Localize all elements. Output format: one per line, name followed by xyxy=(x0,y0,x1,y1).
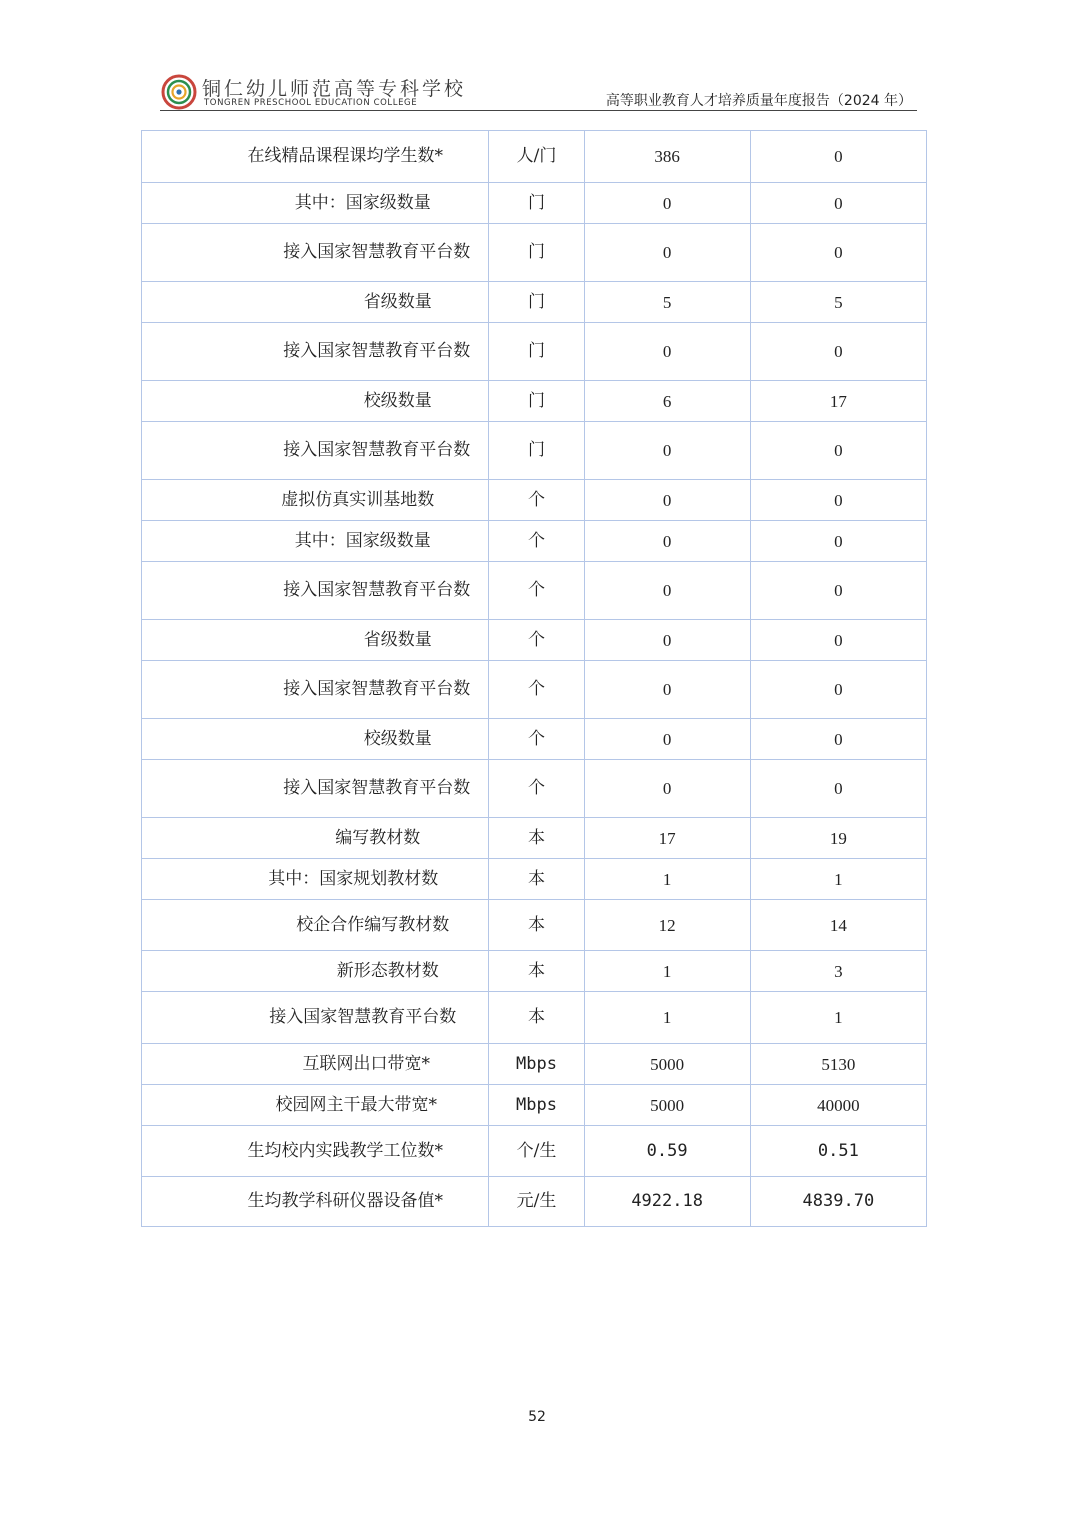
row-value-1: 0 xyxy=(584,562,750,620)
table-row xyxy=(142,951,927,992)
table-row xyxy=(142,620,927,661)
row-unit: 本 xyxy=(489,859,584,900)
row-label: 校级数量 xyxy=(142,381,489,422)
row-unit: 门 xyxy=(489,282,584,323)
row-value-2: 5130 xyxy=(750,1044,926,1085)
table-row xyxy=(142,480,927,521)
table-row xyxy=(142,661,927,719)
row-value-1: 0 xyxy=(584,183,750,224)
row-value-2: 0 xyxy=(750,224,926,282)
row-value-1: 0 xyxy=(584,480,750,521)
row-value-2: 1 xyxy=(750,859,926,900)
row-label: 校级数量 xyxy=(142,719,489,760)
row-unit: 个 xyxy=(489,719,584,760)
row-value-2: 0 xyxy=(750,422,926,480)
table-row xyxy=(142,521,927,562)
table-row xyxy=(142,859,927,900)
row-value-2: 0 xyxy=(750,760,926,818)
row-label: 互联网出口带宽* xyxy=(142,1044,489,1085)
row-unit: 门 xyxy=(489,224,584,282)
row-label: 其中：国家级数量 xyxy=(142,183,489,224)
row-value-2: 0.51 xyxy=(750,1126,926,1177)
row-label: 接入国家智慧教育平台数 xyxy=(142,661,489,719)
row-value-1: 0.59 xyxy=(584,1126,750,1177)
row-unit: 个 xyxy=(489,661,584,719)
row-value-1: 1 xyxy=(584,951,750,992)
row-label: 省级数量 xyxy=(142,620,489,661)
table-row xyxy=(142,131,927,183)
row-unit: Mbps xyxy=(489,1044,584,1085)
school-name-cn: 铜仁幼儿师范高等专科学校 xyxy=(202,78,467,100)
row-label: 生均校内实践教学工位数* xyxy=(142,1126,489,1177)
row-value-2: 0 xyxy=(750,323,926,381)
row-value-2: 4839.70 xyxy=(750,1177,926,1227)
row-value-1: 0 xyxy=(584,661,750,719)
row-value-1: 1 xyxy=(584,992,750,1044)
row-value-1: 0 xyxy=(584,760,750,818)
row-unit: 个 xyxy=(489,480,584,521)
row-value-1: 0 xyxy=(584,422,750,480)
row-label: 虚拟仿真实训基地数 xyxy=(142,480,489,521)
row-label: 省级数量 xyxy=(142,282,489,323)
row-unit: 门 xyxy=(489,183,584,224)
row-label: 校园网主干最大带宽* xyxy=(142,1085,489,1126)
row-unit: 门 xyxy=(489,323,584,381)
row-value-2: 14 xyxy=(750,900,926,951)
row-value-1: 0 xyxy=(584,224,750,282)
page-header xyxy=(160,72,918,112)
row-value-2: 0 xyxy=(750,521,926,562)
row-value-1: 0 xyxy=(584,719,750,760)
school-name-en: TONGREN PRESCHOOL EDUCATION COLLEGE xyxy=(204,98,418,108)
table-row xyxy=(142,992,927,1044)
row-value-2: 0 xyxy=(750,719,926,760)
row-value-1: 5000 xyxy=(584,1085,750,1126)
row-value-1: 1 xyxy=(584,859,750,900)
row-value-1: 0 xyxy=(584,323,750,381)
row-value-1: 17 xyxy=(584,818,750,859)
row-value-1: 4922.18 xyxy=(584,1177,750,1227)
table-row xyxy=(142,562,927,620)
row-label: 在线精品课程课均学生数* xyxy=(142,131,489,183)
row-label: 接入国家智慧教育平台数 xyxy=(142,562,489,620)
row-unit: 人/门 xyxy=(489,131,584,183)
row-value-2: 0 xyxy=(750,620,926,661)
row-label: 接入国家智慧教育平台数 xyxy=(142,323,489,381)
row-label: 其中：国家级数量 xyxy=(142,521,489,562)
row-value-2: 0 xyxy=(750,480,926,521)
row-label: 接入国家智慧教育平台数 xyxy=(142,992,489,1044)
row-value-1: 12 xyxy=(584,900,750,951)
row-label: 新形态教材数 xyxy=(142,951,489,992)
row-value-1: 0 xyxy=(584,620,750,661)
statistics-table xyxy=(141,130,927,1227)
row-value-2: 3 xyxy=(750,951,926,992)
row-unit: 个 xyxy=(489,562,584,620)
row-unit: 本 xyxy=(489,900,584,951)
row-unit: Mbps xyxy=(489,1085,584,1126)
row-value-2: 17 xyxy=(750,381,926,422)
table-row xyxy=(142,1085,927,1126)
row-value-2: 1 xyxy=(750,992,926,1044)
row-unit: 个 xyxy=(489,620,584,661)
row-unit: 本 xyxy=(489,992,584,1044)
row-label: 接入国家智慧教育平台数 xyxy=(142,422,489,480)
table-row xyxy=(142,183,927,224)
row-unit: 本 xyxy=(489,818,584,859)
report-title: 高等职业教育人才培养质量年度报告（2024 年） xyxy=(605,93,912,109)
row-unit: 门 xyxy=(489,422,584,480)
row-value-2: 0 xyxy=(750,562,926,620)
table-row xyxy=(142,760,927,818)
row-value-1: 6 xyxy=(584,381,750,422)
row-label: 校企合作编写教材数 xyxy=(142,900,489,951)
row-unit: 个 xyxy=(489,760,584,818)
row-unit: 个/生 xyxy=(489,1126,584,1177)
row-unit: 本 xyxy=(489,951,584,992)
table-row xyxy=(142,381,927,422)
page-number: 52 xyxy=(528,1409,546,1425)
row-value-2: 0 xyxy=(750,183,926,224)
row-label: 接入国家智慧教育平台数 xyxy=(142,760,489,818)
table-row xyxy=(142,282,927,323)
header-divider xyxy=(160,110,917,111)
table-row xyxy=(142,1177,927,1227)
row-value-2: 19 xyxy=(750,818,926,859)
table-row xyxy=(142,1044,927,1085)
table-row xyxy=(142,900,927,951)
row-value-1: 5000 xyxy=(584,1044,750,1085)
row-unit: 个 xyxy=(489,521,584,562)
row-label: 接入国家智慧教育平台数 xyxy=(142,224,489,282)
table-row xyxy=(142,719,927,760)
table-row xyxy=(142,422,927,480)
row-label: 编写教材数 xyxy=(142,818,489,859)
row-unit: 门 xyxy=(489,381,584,422)
row-value-2: 0 xyxy=(750,661,926,719)
table-row xyxy=(142,224,927,282)
row-label: 其中：国家规划教材数 xyxy=(142,859,489,900)
row-unit: 元/生 xyxy=(489,1177,584,1227)
row-value-1: 0 xyxy=(584,521,750,562)
row-value-2: 40000 xyxy=(750,1085,926,1126)
school-logo-icon xyxy=(160,74,198,110)
row-label: 生均教学科研仪器设备值* xyxy=(142,1177,489,1227)
row-value-2: 5 xyxy=(750,282,926,323)
row-value-1: 386 xyxy=(584,131,750,183)
table-row xyxy=(142,323,927,381)
table-row xyxy=(142,1126,927,1177)
row-value-2: 0 xyxy=(750,131,926,183)
row-value-1: 5 xyxy=(584,282,750,323)
table-row xyxy=(142,818,927,859)
